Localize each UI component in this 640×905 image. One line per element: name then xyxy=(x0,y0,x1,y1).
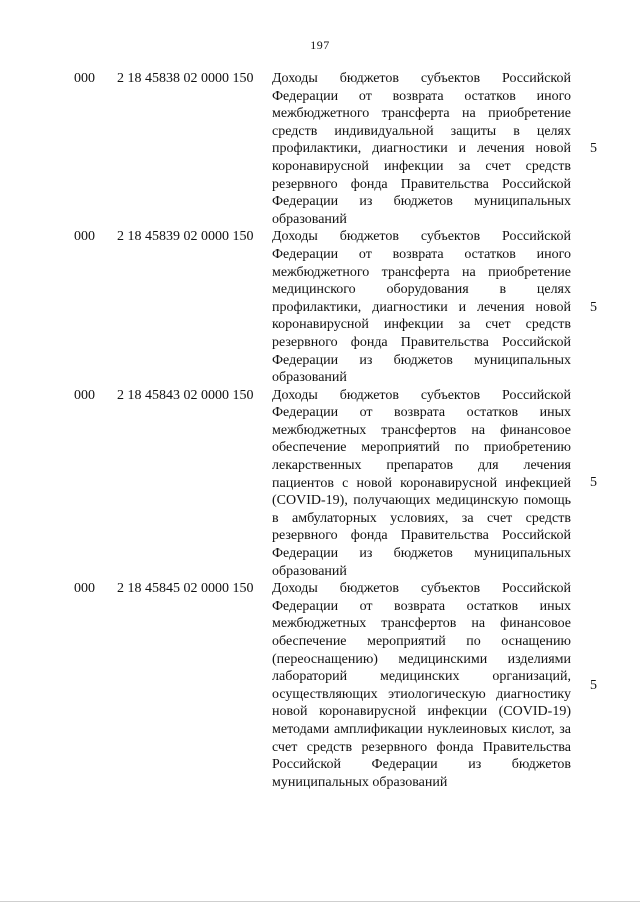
admin-code: 000 xyxy=(74,581,95,597)
admin-code: 000 xyxy=(74,387,95,403)
table-row xyxy=(0,387,640,581)
budget-classification-code: 2 18 45843 02 0000 150 xyxy=(117,387,254,403)
table-row xyxy=(0,70,640,228)
table-row xyxy=(0,228,640,386)
table-row xyxy=(0,580,640,791)
page-number: 197 xyxy=(310,38,330,52)
revenue-description: Доходы бюджетов субъектов Российской Федерации от возврата остатков иных межбюджетных трансфертов на финансовое обеспечение мероприятий по приобретению лекарственных препаратов для лечения пациентов с новой коронавирусной инфекцией (COVID-19), получающих медицинскую помощь в амбулаторных условиях, за счет средств резервного фонда Правительства Российской Федерации из бюджетов муниципальных образований xyxy=(272,387,571,579)
admin-code: 000 xyxy=(74,229,95,245)
budget-classification-code: 2 18 45839 02 0000 150 xyxy=(117,229,254,245)
revenue-description: Доходы бюджетов субъектов Российской Федерации от возврата остатков иного межбюджетного трансферта на приобретение средств индивидуальной защиты в целях профилактики, диагностики и лечения новой коронавирусной инфекции за счет средств резервного фонда Правительства Российской Федерации из бюджетов муниципальных образований xyxy=(272,71,571,227)
norm-value: 5 xyxy=(590,677,597,693)
admin-code: 000 xyxy=(74,71,95,86)
budget-code-table xyxy=(0,70,640,791)
budget-classification-code: 2 18 45838 02 0000 150 xyxy=(117,71,254,86)
page-bottom-edge xyxy=(0,901,640,902)
norm-value: 5 xyxy=(590,299,597,315)
budget-classification-code: 2 18 45845 02 0000 150 xyxy=(117,581,254,597)
revenue-description: Доходы бюджетов субъектов Российской Федерации от возврата остатков иного межбюджетного трансферта на приобретение медицинского оборудования в целях профилактики, диагностики и лечения новой коронавирусной инфекции за счет средств резервного фонда Правительства Российской Федерации из бюджетов муниципальных образований xyxy=(272,229,571,386)
norm-value: 5 xyxy=(590,141,597,157)
revenue-description: Доходы бюджетов субъектов Российской Федерации от возврата остатков иных межбюджетных трансфертов на финансовое обеспечение мероприятий по оснащению (переоснащению) медицинскими изделиями лабораторий медицинских организаций, осуществляющих этиологическую диагностику новой коронавирусной инфекции (COVID-19) методами амплификации нуклеиновых кислот, за счет средств резервного фонда Правительства Российской Федерации из бюджетов муниципальных образований xyxy=(272,581,571,790)
norm-value: 5 xyxy=(590,475,597,491)
